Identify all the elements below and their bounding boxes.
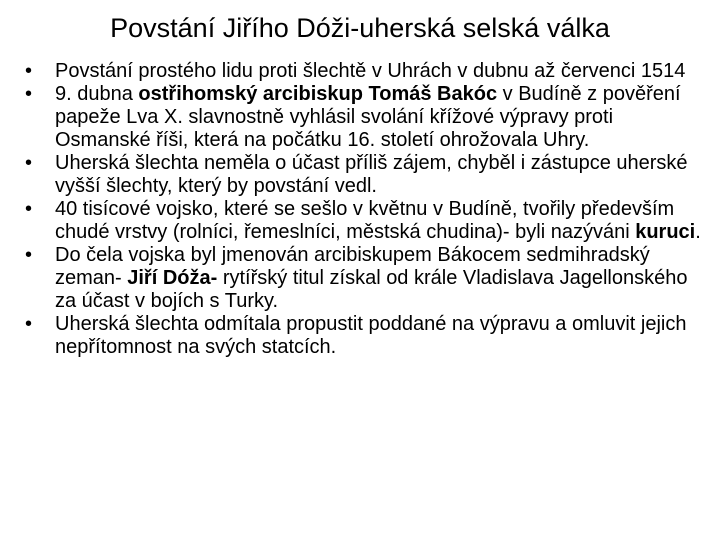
- bullet-bold-text: kuruci: [635, 221, 696, 243]
- bullet-text: rytířský titul získal od krále Vladislava Jagellonského za účast v bojích s Turky.: [55, 267, 688, 312]
- bullet-item: [22, 244, 702, 313]
- slide-title: Povstání Jiřího Dóži-uherská selská válka: [110, 13, 610, 43]
- bullet-text: 40 tisícové vojsko, které se sešlo v květnu v Budíně, tvořily především chudé vrstvy (rolníci, řemeslníci, městská chudina)- byli nazýváni: [55, 198, 675, 243]
- bullet-bold-text: ostřihomský arcibiskup Tomáš Bakóc: [138, 83, 498, 105]
- bullet-dot: •: [25, 244, 33, 266]
- bullet-text: .: [695, 221, 701, 243]
- bullet-text: Povstání prostého lidu proti šlechtě v Uhrách v dubnu až červenci 1514: [55, 60, 686, 82]
- bullet-dot: •: [25, 198, 33, 220]
- bullet-text: Uherská šlechta neměla o účast příliš zájem, chyběl i zástupce uherské vyšší šlechty, který by povstání vedl.: [55, 152, 688, 197]
- bullet-list: [22, 60, 702, 359]
- bullet-dot: •: [25, 152, 33, 174]
- bullet-text: v Budíně z pověření papeže Lva X. slavnostně vyhlásil svolání křížové výpravy proti Osmanské říši, která na počátku 16. století ohrožovala Uhry.: [55, 83, 681, 151]
- bullet-text: Do čela vojska byl jmenován arcibiskupem Bákocem sedmihradský zeman-: [55, 244, 650, 289]
- bullet-item: [22, 60, 702, 83]
- bullet-item: [22, 83, 702, 152]
- bullet-dot: •: [25, 313, 33, 335]
- bullet-item: [22, 198, 702, 244]
- bullet-dot: •: [25, 60, 33, 82]
- bullet-item: [22, 313, 702, 359]
- bullet-bold-text: Jiří Dóža-: [127, 267, 218, 289]
- bullet-item: [22, 152, 702, 198]
- bullet-dot: •: [25, 83, 33, 105]
- bullet-text: Uherská šlechta odmítala propustit poddané na výpravu a omluvit jejich nepřítomnost na svých statcích.: [55, 313, 687, 358]
- bullet-text: 9. dubna: [55, 83, 139, 105]
